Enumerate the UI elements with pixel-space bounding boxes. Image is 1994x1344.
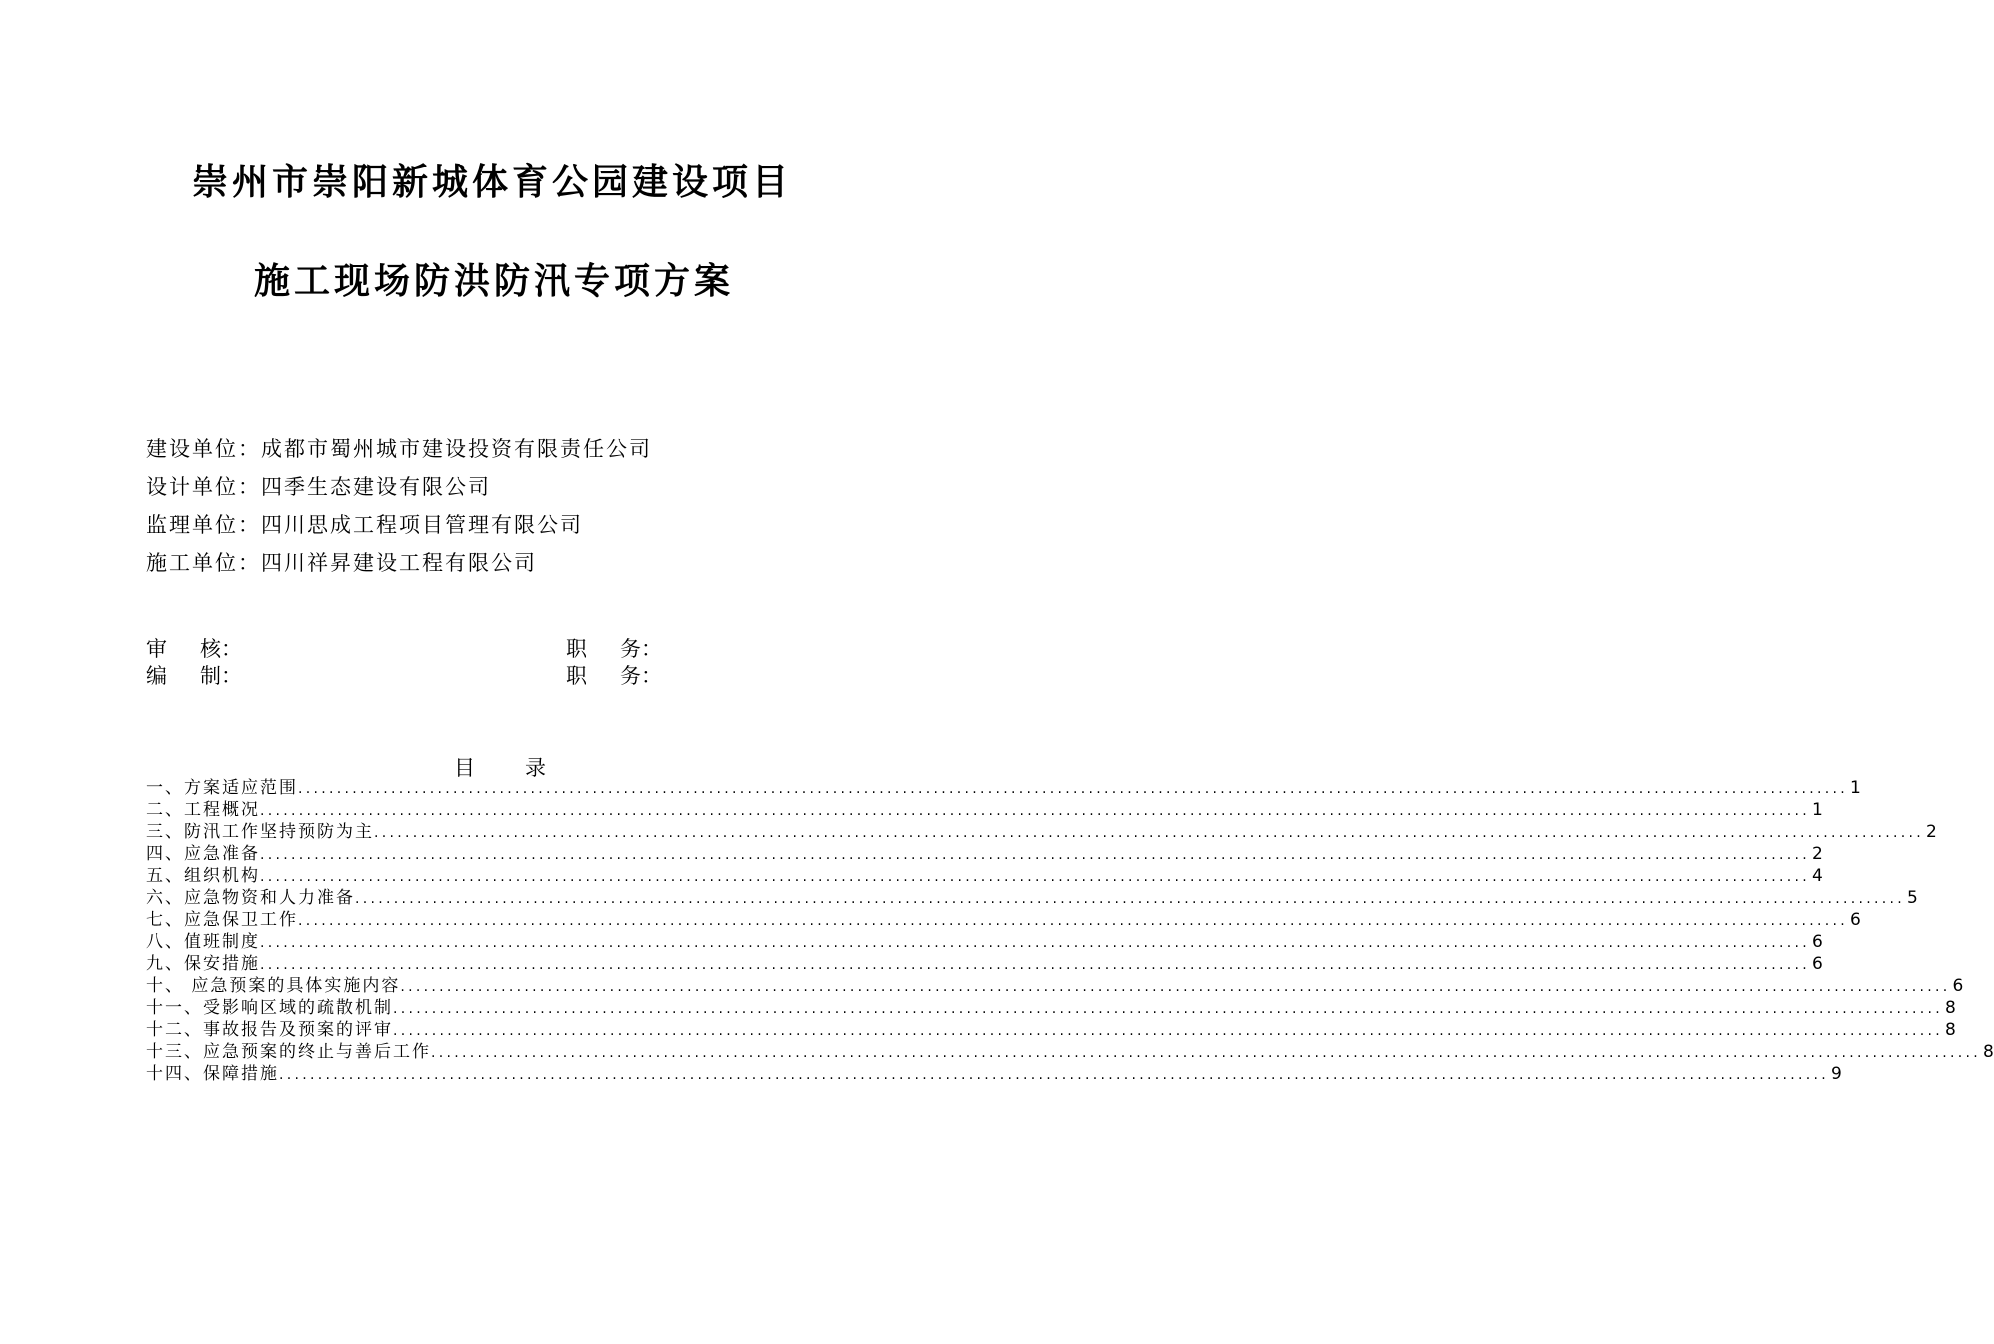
toc-dot-leader: ........................................................................................................................................................................................................ <box>260 847 1811 863</box>
position-label-a: 职 <box>566 637 587 661</box>
toc-entry[interactable] <box>146 1019 1956 1041</box>
toc-entry[interactable] <box>146 909 1861 931</box>
toc-title-b: 录 <box>525 756 546 780</box>
toc-entry-label: 六、应急物资和人力准备 <box>146 888 355 908</box>
toc-entry[interactable] <box>146 1041 1994 1063</box>
review-field <box>146 636 242 663</box>
toc-entry[interactable] <box>146 843 1823 865</box>
unit-label: 监理单位： <box>146 513 261 537</box>
toc-dot-leader: ........................................................................................................................................................................................................ <box>298 781 1849 797</box>
toc-entry[interactable] <box>146 887 1918 909</box>
toc-entry-page: 2 <box>1926 822 1937 842</box>
toc-title-a: 目 <box>454 756 475 780</box>
unit-value: 成都市蜀州城市建设投资有限责任公司 <box>261 437 652 461</box>
compile-field <box>146 663 242 690</box>
toc-entry-label: 九、保安措施 <box>146 954 260 974</box>
toc-entry-label: 五、组织机构 <box>146 866 260 886</box>
toc-entry-label: 七、应急保卫工作 <box>146 910 298 930</box>
toc-entry-label: 四、应急准备 <box>146 844 260 864</box>
toc-dot-leader: ........................................................................................................................................................................................................ <box>393 1023 1944 1039</box>
toc-dot-leader: ........................................................................................................................................................................................................ <box>374 825 1925 841</box>
toc-entry[interactable] <box>146 953 1823 975</box>
unit-label: 建设单位： <box>146 437 261 461</box>
toc-entry-page: 1 <box>1850 778 1861 798</box>
toc-entry[interactable] <box>146 1063 1842 1085</box>
document-title-line-2: 施工现场防洪防汛专项方案 <box>254 261 735 302</box>
toc-entry-page: 8 <box>1983 1042 1994 1062</box>
toc-dot-leader: ........................................................................................................................................................................................................ <box>400 979 1951 995</box>
document-title-line-1: 崇州市崇阳新城体育公园建设项目 <box>192 162 793 203</box>
toc-dot-leader: ........................................................................................................................................................................................................ <box>355 891 1906 907</box>
toc-entry-page: 6 <box>1812 954 1823 974</box>
toc-entry[interactable] <box>146 931 1823 953</box>
unit-value: 四川思成工程项目管理有限公司 <box>261 513 583 537</box>
toc-entry-page: 6 <box>1850 910 1861 930</box>
toc-entry-label: 二、工程概况 <box>146 800 260 820</box>
toc-entry-page: 1 <box>1812 800 1823 820</box>
unit-row-design <box>146 472 652 510</box>
position-label-a: 职 <box>566 664 587 688</box>
toc-entry[interactable] <box>146 997 1956 1019</box>
toc-entry-page: 6 <box>1812 932 1823 952</box>
toc-entry[interactable] <box>146 777 1861 799</box>
unit-label: 施工单位： <box>146 551 261 575</box>
unit-list <box>146 434 652 586</box>
toc-entry-page: 8 <box>1945 1020 1956 1040</box>
toc-entry[interactable] <box>146 975 1964 997</box>
table-of-contents <box>146 777 1994 1085</box>
toc-entry-label: 十一、受影响区域的疏散机制 <box>146 998 393 1018</box>
toc-dot-leader: ........................................................................................................................................................................................................ <box>260 869 1811 885</box>
position-label-b: 务： <box>620 637 662 661</box>
toc-entry-label: 十三、应急预案的终止与善后工作 <box>146 1042 431 1062</box>
toc-entry-page: 6 <box>1952 976 1964 996</box>
toc-entry-page: 5 <box>1907 888 1918 908</box>
toc-entry-page: 9 <box>1831 1064 1842 1084</box>
toc-entry-label: 十二、事故报告及预案的评审 <box>146 1020 393 1040</box>
signature-block-left <box>146 636 242 690</box>
position-field-1 <box>566 636 662 663</box>
toc-entry-label: 三、防汛工作坚持预防为主 <box>146 822 374 842</box>
toc-entry-page: 2 <box>1812 844 1823 864</box>
unit-label: 设计单位： <box>146 475 261 499</box>
toc-entry[interactable] <box>146 865 1823 887</box>
unit-value: 四季生态建设有限公司 <box>261 475 491 499</box>
toc-dot-leader: ........................................................................................................................................................................................................ <box>393 1001 1944 1017</box>
toc-entry-label: 十、 应急预案的具体实施内容 <box>146 976 401 996</box>
unit-value: 四川祥昇建设工程有限公司 <box>261 551 537 575</box>
toc-dot-leader: ........................................................................................................................................................................................................ <box>431 1045 1982 1061</box>
unit-row-supervision <box>146 510 652 548</box>
review-label-b: 核： <box>200 637 242 661</box>
position-field-2 <box>566 663 662 690</box>
toc-dot-leader: ........................................................................................................................................................................................................ <box>298 913 1849 929</box>
toc-entry-label: 一、方案适应范围 <box>146 778 298 798</box>
toc-dot-leader: ........................................................................................................................................................................................................ <box>279 1067 1830 1083</box>
signature-block-right <box>566 636 662 690</box>
compile-label-b: 制： <box>200 664 242 688</box>
unit-row-contractor <box>146 548 652 586</box>
unit-row-construction <box>146 434 652 472</box>
position-label-b: 务： <box>620 664 662 688</box>
compile-label-a: 编 <box>146 664 167 688</box>
toc-entry[interactable] <box>146 799 1823 821</box>
toc-entry-page: 4 <box>1812 866 1823 886</box>
toc-entry-label: 十四、保障措施 <box>146 1064 279 1084</box>
toc-entry-label: 八、值班制度 <box>146 932 260 952</box>
toc-entry[interactable] <box>146 821 1937 843</box>
toc-dot-leader: ........................................................................................................................................................................................................ <box>260 957 1811 973</box>
toc-dot-leader: ........................................................................................................................................................................................................ <box>260 803 1811 819</box>
review-label-a: 审 <box>146 637 167 661</box>
toc-dot-leader: ........................................................................................................................................................................................................ <box>260 935 1811 951</box>
toc-entry-page: 8 <box>1945 998 1956 1018</box>
